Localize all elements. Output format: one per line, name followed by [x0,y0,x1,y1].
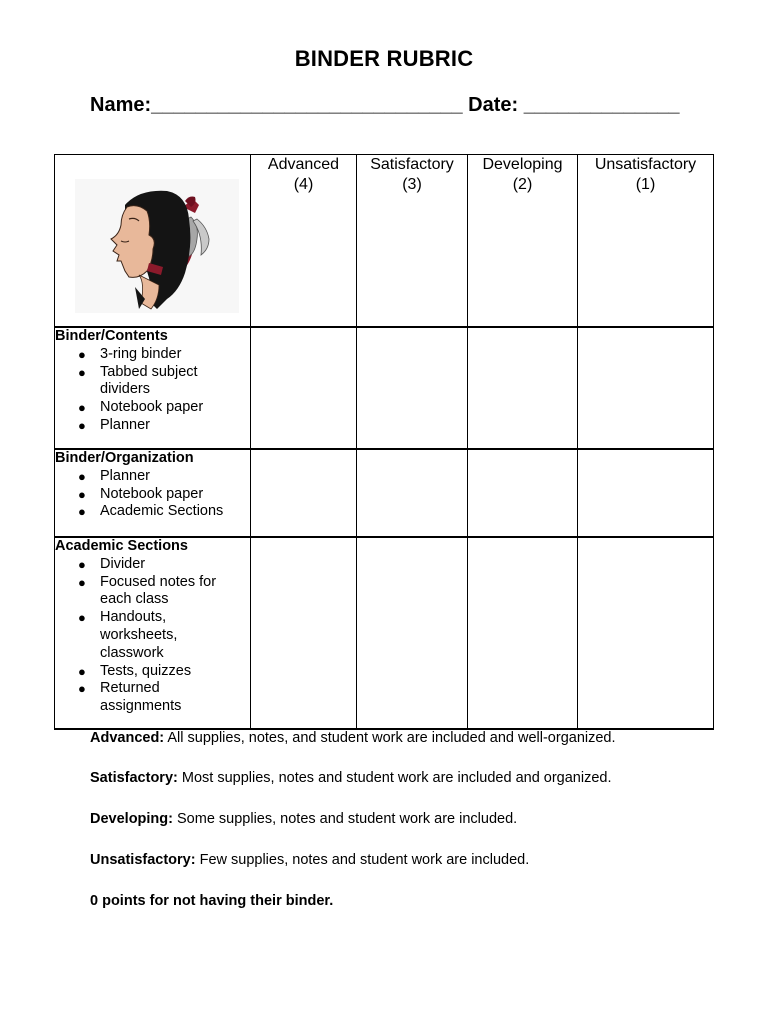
name-date-line [90,94,679,117]
list-item: ● Notebook paper [78,485,204,502]
score-cell[interactable] [357,449,468,537]
score-cell[interactable] [578,327,714,449]
score-cell[interactable] [251,449,357,537]
table-row [55,327,714,449]
table-row [55,449,714,537]
name-blank: ____________________________ [151,94,463,116]
zero-points-note: 0 points for not having their binder. [90,893,334,909]
warrior-logo-icon [75,179,239,313]
score-cell[interactable] [468,449,578,537]
list-item: ● Planner [78,467,150,484]
list-item: ● Tabbed subject dividers [78,363,198,398]
column-header-developing: Developing (2) [468,155,578,328]
score-cell[interactable] [357,327,468,449]
legend-developing: Developing: Some supplies, notes and student work are included. [90,811,518,827]
score-cell[interactable] [251,327,357,449]
list-item: ● Divider [78,555,146,572]
list-item: ● 3-ring binder [78,345,182,362]
legend-satisfactory: Satisfactory: Most supplies, notes and student work are included and organized. [90,770,612,786]
header-row [55,155,714,328]
criteria-cell [55,449,251,537]
legend-advanced: Advanced: All supplies, notes, and student work are included and well-organized. [90,730,616,746]
date-blank: ______________ [523,94,680,116]
criteria-list [55,346,250,435]
column-header-unsatisfactory: Unsatisfactory (1) [578,155,714,328]
list-item: ● Notebook paper [78,399,204,416]
column-header-advanced: Advanced (4) [251,155,357,328]
score-cell[interactable] [578,449,714,537]
criteria-list [55,468,250,521]
column-header-satisfactory: Satisfactory (3) [357,155,468,328]
legend-unsatisfactory: Unsatisfactory: Few supplies, notes and student work are included. [90,852,530,868]
criteria-title: Academic Sections [55,538,188,554]
list-item: ● Academic Sections [78,503,224,520]
table-row [55,537,714,729]
criteria-cell [55,327,251,449]
score-cell[interactable] [468,537,578,729]
criteria-title: Binder/Contents [55,328,168,344]
rubric-table [54,154,714,730]
name-label: Name: [90,94,152,116]
score-cell[interactable] [578,537,714,729]
list-item: ● Handouts, worksheets, classwork [78,609,178,661]
list-item: ● Planner [78,416,150,433]
score-cell[interactable] [357,537,468,729]
date-label: Date: [468,94,519,116]
page-title: BINDER RUBRIC [294,46,474,71]
criteria-cell [55,537,251,729]
score-cell[interactable] [468,327,578,449]
list-item: ● Focused notes for each class [78,573,217,608]
score-cell[interactable] [251,537,357,729]
list-item: ● Tests, quizzes [78,662,192,679]
list-item: ● Returned assignments [78,680,182,715]
logo-cell [55,155,251,328]
criteria-title: Binder/Organization [55,450,194,466]
criteria-list [55,556,250,716]
